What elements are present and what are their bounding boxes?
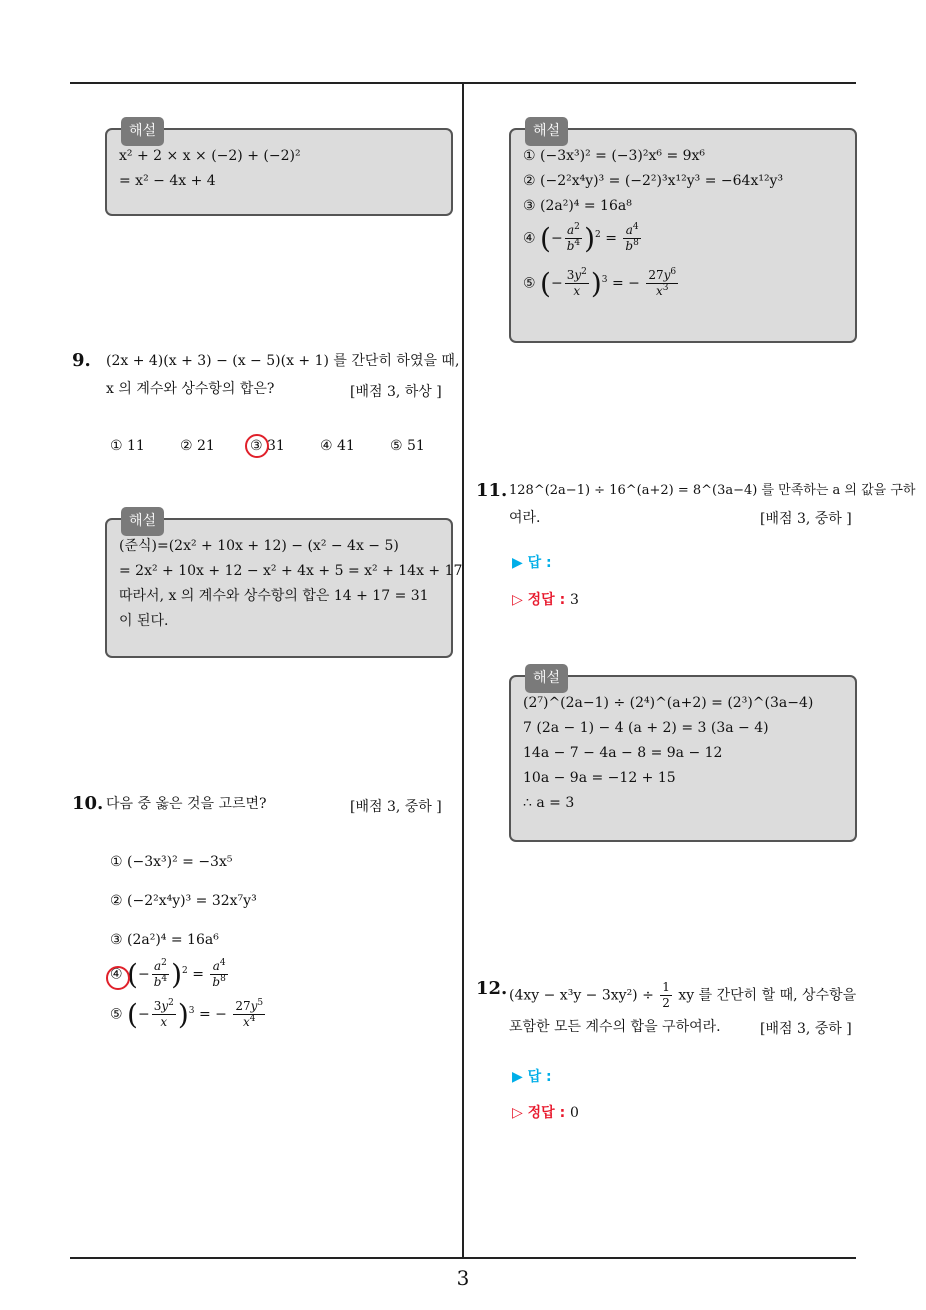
- solution-line: = 2x² + 10x + 12 − x² + 4x + 5 = x² + 14x + 17: [119, 563, 463, 579]
- question-9-line1: (2x + 4)(x + 3) − (x − 5)(x + 1) 를 간단히 하였을 때,: [106, 353, 460, 369]
- expression: xy 를 간단히 할 때, 상수항을: [678, 987, 857, 1004]
- paren: (: [127, 998, 138, 1031]
- choice-1[interactable]: ① (−3x³)² = −3x⁵: [110, 854, 233, 870]
- choice-3[interactable]: ③ 31: [250, 438, 285, 454]
- fraction: $\frac{a^2}{b^4}$: [153, 958, 168, 989]
- answer-input-label[interactable]: ▶ 답 :: [512, 555, 552, 571]
- solution-tag: 해설: [121, 117, 164, 146]
- fraction: $\frac{a^2}{b^4}$: [566, 222, 581, 253]
- fraction: $\frac{27y^5}{x^4}$: [235, 998, 264, 1029]
- question-10-text: 다음 중 옳은 것을 고르면?: [106, 796, 267, 812]
- question-12-points: [배점 3, 중하 ]: [760, 1021, 852, 1037]
- correct-label: ▷ 정답 :: [512, 592, 566, 608]
- question-11-line1: 128^(2a−1) ÷ 16^(a+2) = 8^(3a−4) 를 만족하는 a 의 값을 구하: [509, 483, 916, 498]
- paren: (: [127, 958, 138, 991]
- solution-line: ① (−3x³)² = (−3)²x⁶ = 9x⁶: [523, 148, 706, 164]
- question-12-line1: [509, 980, 856, 1011]
- correct-answer: [512, 1102, 579, 1122]
- expression: (4xy − x³y − 3xy²) ÷: [509, 987, 654, 1004]
- question-12-line2: 포함한 모든 계수의 합을 구하여라.: [509, 1019, 721, 1035]
- choice-mark: ⑤: [523, 275, 536, 292]
- question-number-11: 11.: [476, 480, 508, 501]
- paren: (: [540, 267, 551, 300]
- correct-value: 0: [570, 1105, 579, 1121]
- solution-line: 이 된다.: [119, 613, 169, 629]
- fraction: $\frac{a^4}{b^8}$: [625, 222, 639, 253]
- paren: ): [584, 222, 596, 255]
- choice-2[interactable]: ② (−2²x⁴y)³ = 32x⁷y³: [110, 893, 257, 909]
- choice-mark: ④: [523, 230, 536, 247]
- solution-line: ∴ a = 3: [523, 795, 575, 811]
- paren: ): [177, 998, 189, 1031]
- choice-4[interactable]: ④ 41: [320, 438, 355, 454]
- solution-tag: 해설: [525, 664, 568, 693]
- choice-5[interactable]: ⑤ (− $\frac{3y^2}{x}$ )$^3$ = − $\frac{27y^5}{x^4}$: [110, 998, 264, 1031]
- solution-line: 10a − 9a = −12 + 15: [523, 770, 676, 786]
- question-number-9: 9.: [72, 350, 91, 371]
- choice-4[interactable]: ④ (− $\frac{a^2}{b^4}$ )$^2$ = $\frac{a^4}{b^8}$: [110, 958, 226, 991]
- question-number-12: 12.: [476, 978, 508, 999]
- answer-input-label[interactable]: ▶ 답 :: [512, 1069, 552, 1085]
- fraction: $\frac{a^4}{b^8}$: [212, 958, 226, 989]
- solution-line: ⑤ (− $\frac{3y^2}{x}$ )$^3$ = − $\frac{27y^6}{x^3}$: [523, 267, 677, 300]
- fraction: $\frac{3y^2}{x}$: [153, 998, 174, 1029]
- fraction: $\frac{1}{2}$: [662, 980, 670, 1010]
- choice-mark: ⑤: [110, 1006, 123, 1023]
- choice-1[interactable]: ① 11: [110, 438, 145, 454]
- solution-line: ③ (2a²)⁴ = 16a⁸: [523, 198, 632, 214]
- solution-box-9: [105, 513, 463, 658]
- solution-line: 14a − 7 − 4a − 8 = 9a − 12: [523, 745, 723, 761]
- selected-answer-circle: [245, 434, 269, 458]
- question-number-10: 10.: [72, 793, 104, 814]
- fraction: $\frac{3y^2}{x}$: [566, 267, 587, 298]
- question-11-points: [배점 3, 중하 ]: [760, 511, 852, 527]
- solution-tag: 해설: [121, 507, 164, 536]
- solution-line: ④ (− $\frac{a^2}{b^4}$ )$^2$ = $\frac{a^4}{b^8}$: [523, 222, 639, 255]
- question-9-line2: x 의 계수와 상수항의 합은?: [106, 381, 275, 397]
- column-divider: [462, 84, 464, 1258]
- paren: (: [540, 222, 551, 255]
- solution-line: 따라서, x 의 계수와 상수항의 합은 14 + 17 = 31: [119, 588, 429, 604]
- solution-line: (2⁷)^(2a−1) ÷ (2⁴)^(a+2) = (2³)^(3a−4): [523, 695, 814, 711]
- solution-line: (준식)=(2x² + 10x + 12) − (x² − 4x − 5): [119, 538, 399, 554]
- choice-mark: ④: [110, 966, 123, 983]
- paren: ): [590, 267, 602, 300]
- solution-tag: 해설: [525, 117, 568, 146]
- correct-label: ▷ 정답 :: [512, 1105, 566, 1121]
- solution-box-10: [509, 123, 857, 343]
- choice-3[interactable]: ③ (2a²)⁴ = 16a⁶: [110, 932, 219, 948]
- selected-answer-circle: [106, 966, 130, 990]
- solution-line: 7 (2a − 1) − 4 (a + 2) = 3 (3a − 4): [523, 720, 769, 736]
- solution-line: = x² − 4x + 4: [119, 173, 216, 189]
- choice-2[interactable]: ② 21: [180, 438, 215, 454]
- solution-box-8: [105, 123, 453, 216]
- page-number: 3: [456, 1266, 470, 1290]
- solution-box-11: [509, 670, 857, 842]
- correct-answer: [512, 589, 579, 609]
- question-9-points: [배점 3, 하상 ]: [350, 384, 442, 400]
- correct-value: 3: [570, 592, 579, 608]
- fraction: $\frac{27y^6}{x^3}$: [648, 267, 677, 298]
- question-11-line2: 여라.: [509, 510, 541, 526]
- solution-line: ② (−2²x⁴y)³ = (−2²)³x¹²y³ = −64x¹²y³: [523, 173, 784, 189]
- paren: ): [171, 958, 183, 991]
- question-10-points: [배점 3, 중하 ]: [350, 799, 442, 815]
- choice-5[interactable]: ⑤ 51: [390, 438, 425, 454]
- solution-line: x² + 2 × x × (−2) + (−2)²: [119, 148, 301, 164]
